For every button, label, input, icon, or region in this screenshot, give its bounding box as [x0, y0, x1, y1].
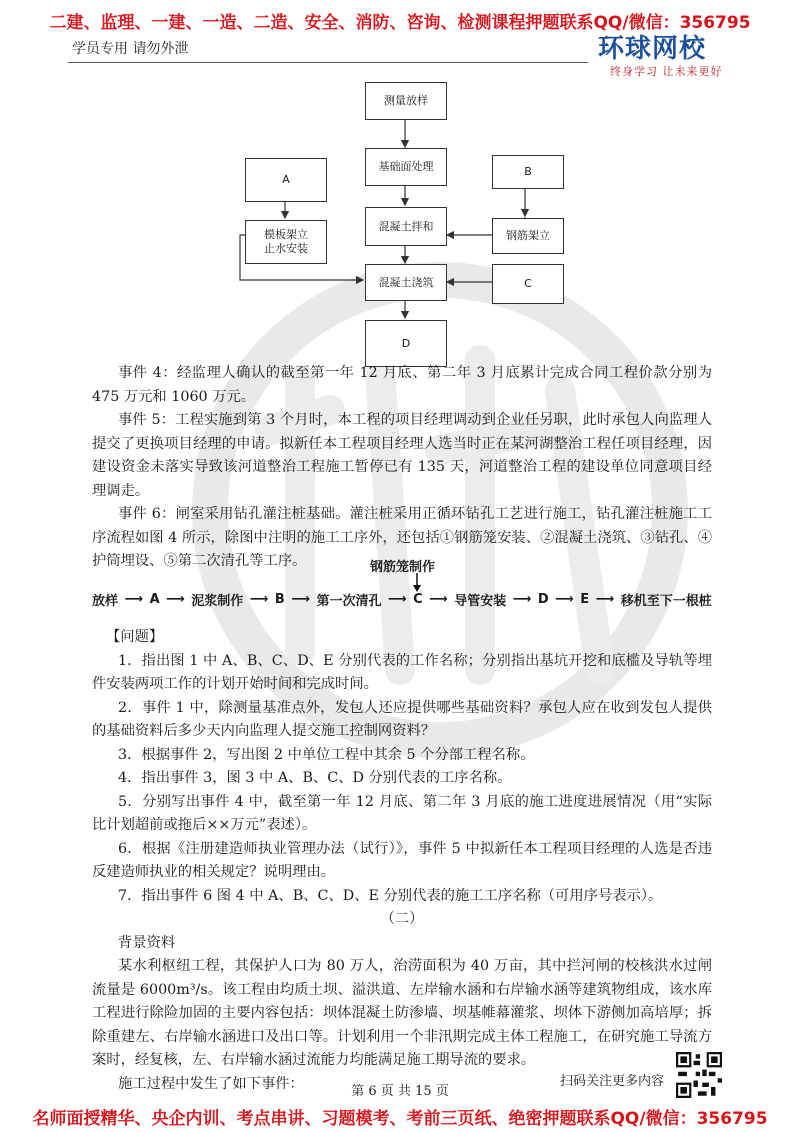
flow2-step: 放样: [92, 594, 119, 609]
question-2: 2．事件 1 中，除测量基准点外，发包人还应提供哪些基础资料？承包人应在收到发包人提供的基础资料后多少天内向监理人提交施工控制网资料？: [92, 699, 712, 739]
top-banner: 二建、监理、一建、一造、二造、安全、消防、咨询、检测课程押题联系QQ/微信：356795: [49, 13, 751, 33]
node-concrete-mix: 混凝土拌和: [365, 207, 447, 246]
flow2-diagram: 放样 ⟶ A ⟶ 泥浆制作 ⟶ B ⟶ 第一次清孔 ⟶ C ⟶ 导管安装 ⟶ D ⟶ E ⟶ 移机至下一根桩: [92, 592, 712, 609]
node-a: A: [245, 158, 327, 202]
section-2-number: （二）: [380, 911, 424, 927]
flow2-step: E: [580, 592, 590, 607]
header-divider: [68, 62, 588, 63]
construction-flow-diagram: [230, 70, 580, 370]
flow2-step: B: [274, 592, 285, 607]
question-4: 4．指出事件 3，图 3 中 A、B、C、D 分别代表的工序名称。: [118, 770, 512, 786]
questions-block: [92, 626, 712, 1096]
question-6: 6．根据《注册建造师执业管理办法（试行）》，事件 5 中拟新任本工程项目经理的人选是否违反建造师执业的相关规定？说明理由。: [92, 840, 712, 880]
logo-main: 环球网校: [598, 34, 707, 64]
flow2-rebar-cage: 钢筋笼制作: [370, 560, 436, 575]
page-number: 第 6 页 共 15 页: [351, 1084, 449, 1099]
flow2-step: 第一次清孔: [316, 594, 382, 609]
background-title: 背景资料: [118, 934, 176, 951]
node-rebar: 钢筋架立: [492, 218, 564, 254]
qr-caption: 扫码关注更多内容: [560, 1074, 665, 1089]
node-b: B: [492, 155, 564, 189]
node-concrete-pour: 混凝土浇筑: [365, 264, 447, 301]
flow2-step: 移机至下一根桩: [620, 594, 712, 609]
section-2-paragraph: 某水利枢纽工程，其保护人口为 80 万人，治涝面积为 40 万亩，其中拦河闸的校核洪水过闸流量是 6000m³/s。该工程由均质土坝、溢洪道、左岸输水涵和右岸输水涵等建筑物组成，该水库工程进行除险加固的主要内容包括：坝体混凝土防渗墙、坝基帷幕灌浆、坝体下游侧加高培厚；拆除重建左、右岸输水涵进口及出口等。计划利用一个非汛期完成主体工程施工，在研究施工导流方案时，经复核，左、右岸输水涵过流能力均能满足施工期导流的要求。: [92, 958, 712, 1068]
question-5: 5．分别写出事件 4 中，截至第一年 12 月底、第二年 3 月底的施工进度进展情况（用“实际比计划超前或拖后××万元”表述）。: [92, 793, 712, 833]
questions-title: 【问题】: [106, 629, 164, 645]
node-c: C: [492, 264, 564, 304]
event-6: 事件 6：闸室采用钻孔灌注桩基础。灌注桩采用正循环钻孔工艺进行施工，钻孔灌注桩施工工序流程如图 4 所示，除图中注明的施工工序外，还包括①钢筋笼安装、②混凝土浇筑、③钻孔、④护筒埋设、⑤第二次清孔等工序。: [92, 506, 712, 569]
node-formwork: 模板架立 止水安装: [245, 220, 327, 264]
flow2-step: C: [413, 592, 423, 607]
event-5: 事件 5：工程实施到第 3 个月时，本工程的项目经理调动到企业任另职，此时承包人向监理人提交了更换项目经理的申请。拟新任本工程项目经理人选当时正在某河湖整治工程任项目经理，因建设资金未落实导致该河道整治工程施工暂停已有 135 天，河道整治工程的建设单位同意项目经理调走。: [92, 412, 712, 499]
bottom-banner: 名师面授精华、央企内训、考点串讲、习题模考、考前三页纸、绝密押题联系QQ/微信：356795: [32, 1109, 768, 1129]
node-d: D: [365, 320, 447, 367]
question-7: 7．指出事件 6 图 4 中 A、B、C、D、E 分别代表的施工工序名称（可用序号表示）。: [118, 887, 663, 904]
flow2-step: 导管安装: [454, 594, 507, 609]
question-1: 1．指出图 1 中 A、B、C、D、E 分别代表的工作名称；分别指出基坑开挖和底槛及导轨等埋件安装两项工作的计划开始时间和完成时间。: [92, 652, 712, 692]
logo: [598, 28, 738, 79]
question-3: 3．根据事件 2，写出图 2 中单位工程中其余 5 个分部工程名称。: [118, 746, 535, 763]
event-4: 事件 4：经监理人确认的截至第一年 12 月底、第二年 3 月底累计完成合同工程价款分别为 475 万元和 1060 万元。: [92, 365, 712, 405]
flow2-step: A: [149, 592, 160, 607]
node-survey: 测量放样: [365, 82, 447, 120]
header-confidential: 学员专用 请勿外泄: [72, 41, 189, 57]
flow2-step: 泥浆制作: [191, 594, 244, 609]
section-2-events-intro: 施工过程中发生了如下事件：: [118, 1075, 304, 1092]
node-foundation: 基础面处理: [365, 148, 447, 186]
logo-sub: 终身学习 让未来更好: [610, 65, 723, 78]
flow2-step: D: [537, 592, 549, 607]
events-block: [92, 362, 712, 574]
